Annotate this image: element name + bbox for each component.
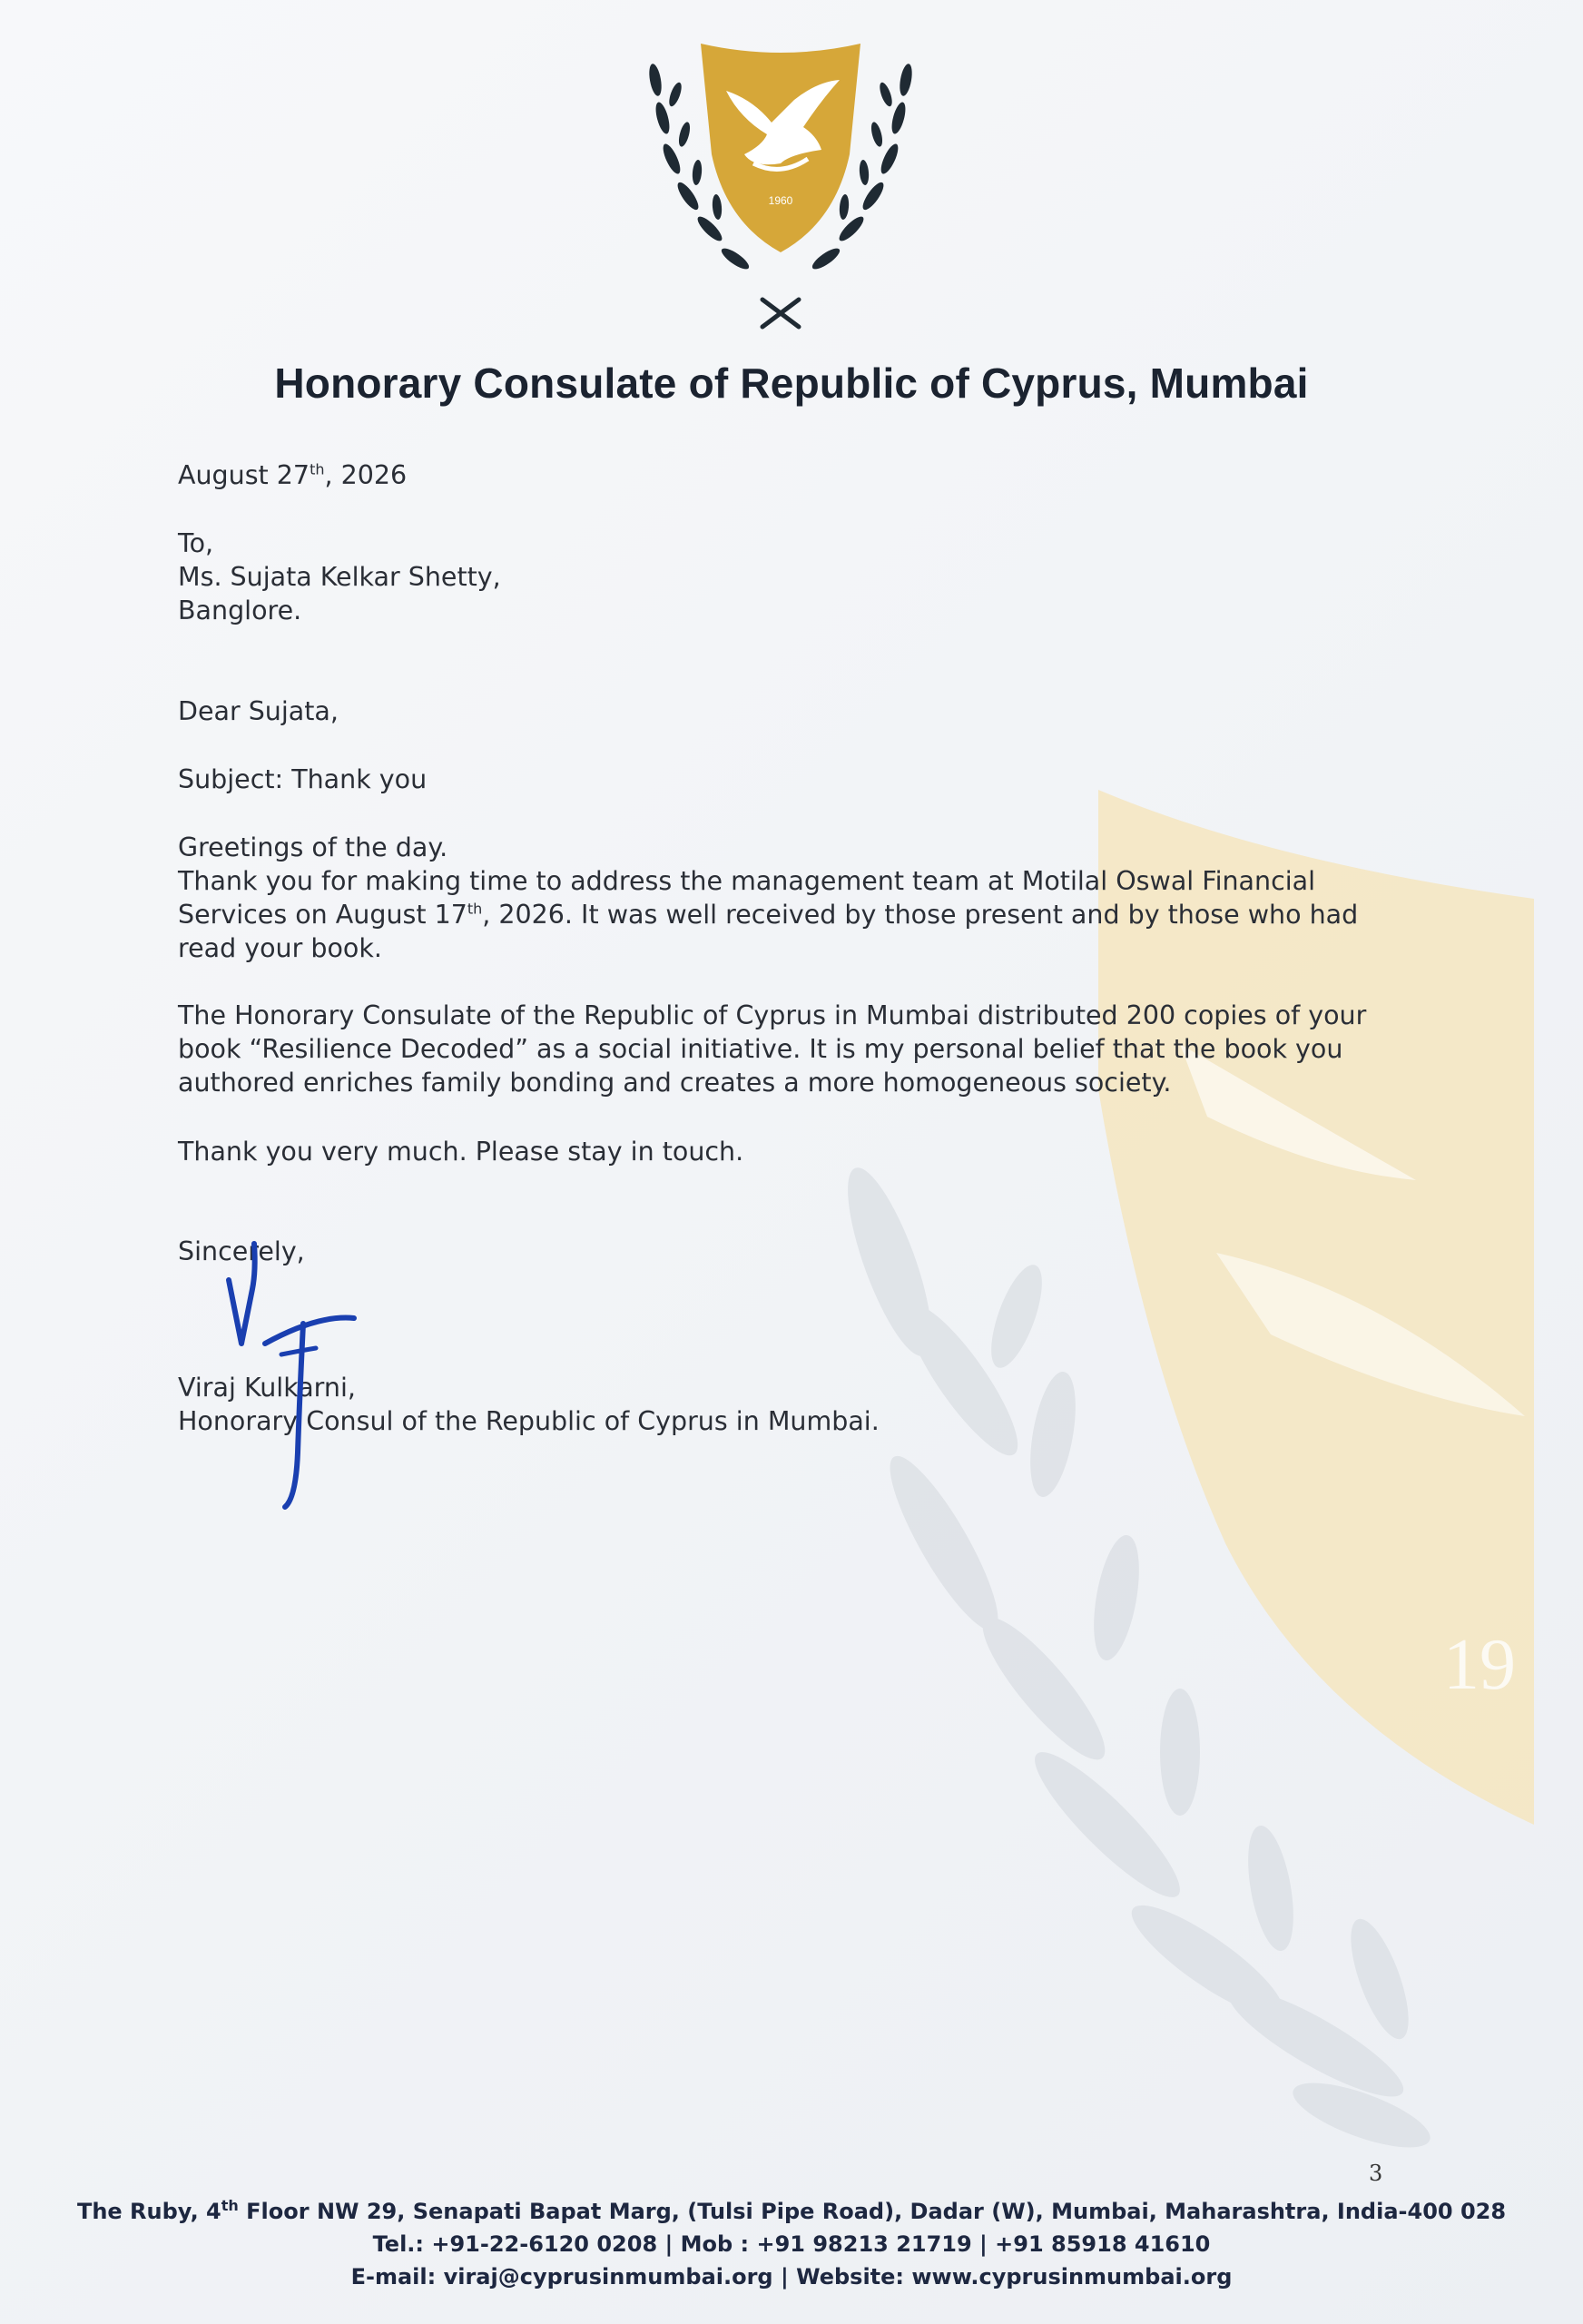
paragraph-1 — [178, 831, 1394, 965]
date-year: , 2026 — [324, 460, 408, 490]
para1-line2-end: , 2026. It was well received by those present and by those who had — [482, 900, 1359, 930]
footer-contact: Tel.: +91-22-6120 0208 | Mob : +91 98213 21719 | +91 85918 41610 — [372, 2231, 1211, 2257]
signer-title: Honorary Consul of the Republic of Cyprus in Mumbai. — [178, 1406, 880, 1436]
emblem-year: 1960 — [768, 194, 793, 207]
cyprus-coat-of-arms-icon — [635, 27, 926, 336]
paragraph-2 — [178, 999, 1394, 1099]
para2-line2: book “Resilience Decoded” as a social initiative. It is my personal belief that the book you — [178, 1034, 1343, 1064]
para1-line2-start: Services on August 17 — [178, 900, 467, 930]
letterhead-title: Honorary Consulate of Republic of Cyprus, Mumbai — [274, 359, 1309, 407]
footer-address-end: Floor NW 29, Senapati Bapat Marg, (Tulsi Pipe Road), Dadar (W), Mumbai, Maharashtra, India-400 028 — [238, 2199, 1507, 2224]
para1-line1: Thank you for making time to address the management team at Motilal Oswal Financial — [178, 866, 1316, 896]
para1-line2 — [178, 898, 1394, 931]
greeting-line: Greetings of the day. — [178, 832, 448, 862]
para1-line2-suffix: th — [467, 900, 483, 918]
footer-address-suffix: th — [221, 2197, 239, 2214]
letterhead-footer — [0, 2195, 1583, 2293]
footer-address-start: The Ruby, 4 — [76, 2199, 221, 2224]
subject-line: Subject: Thank you — [178, 764, 428, 794]
closing-thanks: Thank you very much. Please stay in touch. — [178, 1137, 744, 1167]
salutation: Dear Sujata, — [178, 696, 339, 726]
recipient-city: Banglore. — [178, 596, 302, 625]
recipient-name: Ms. Sujata Kelkar Shetty, — [178, 562, 501, 592]
para1-line3: read your book. — [178, 933, 382, 963]
para2-line3: authored enriches family bonding and creates a more homogeneous society. — [178, 1068, 1172, 1098]
watermark-year: 19 — [1443, 1625, 1516, 1705]
footer-web: E-mail: viraj@cyprusinmumbai.org | Website: www.cyprusinmumbai.org — [350, 2264, 1233, 2290]
page-number: 3 — [1369, 2161, 1383, 2186]
to-label: To, — [178, 528, 214, 558]
handwritten-signature-icon — [209, 1235, 372, 1516]
date-main: August 27 — [178, 460, 310, 490]
letter-date — [178, 458, 1394, 492]
signer-name: Viraj Kulkarni, — [178, 1373, 356, 1403]
footer-address — [0, 2195, 1583, 2228]
date-suffix: th — [310, 460, 325, 478]
para2-line1: The Honorary Consulate of the Republic of Cyprus in Mumbai distributed 200 copies of your — [178, 1000, 1367, 1030]
closing-sincerely: Sincerely, — [178, 1236, 305, 1266]
recipient-block — [178, 527, 1394, 627]
